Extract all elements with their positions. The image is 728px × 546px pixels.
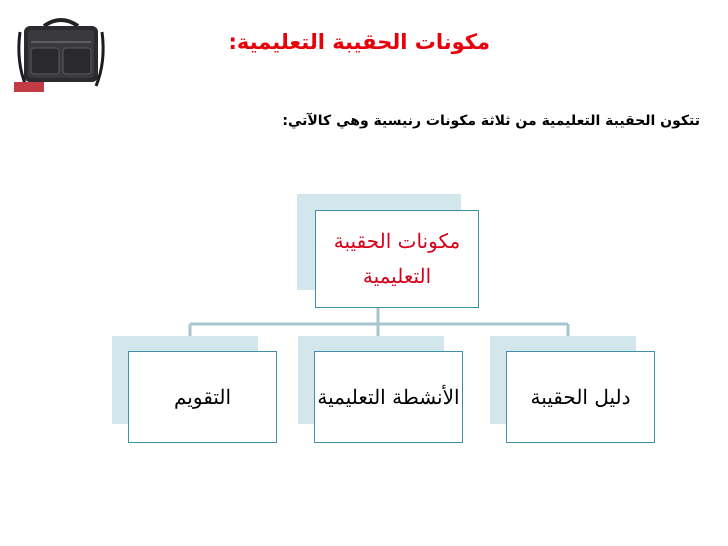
child-node-evaluation-label: التقويم bbox=[174, 385, 232, 409]
intro-text: تتكون الحقيبة التعليمية من ثلاثة مكونات رنيسية وهي كالآتي: bbox=[282, 113, 700, 129]
child-node-activities-label: الأنشطة التعليمية bbox=[317, 385, 460, 409]
child-node-evaluation bbox=[128, 351, 277, 443]
root-node bbox=[315, 210, 479, 308]
child-node-guide bbox=[506, 351, 655, 443]
root-node-label: مكونات الحقيبة التعليمية bbox=[333, 229, 461, 288]
page-title: مكونات الحقيبة التعليمية: bbox=[228, 30, 490, 54]
child-node-activities bbox=[314, 351, 463, 443]
child-node-guide-label: دليل الحقيبة bbox=[530, 385, 631, 409]
